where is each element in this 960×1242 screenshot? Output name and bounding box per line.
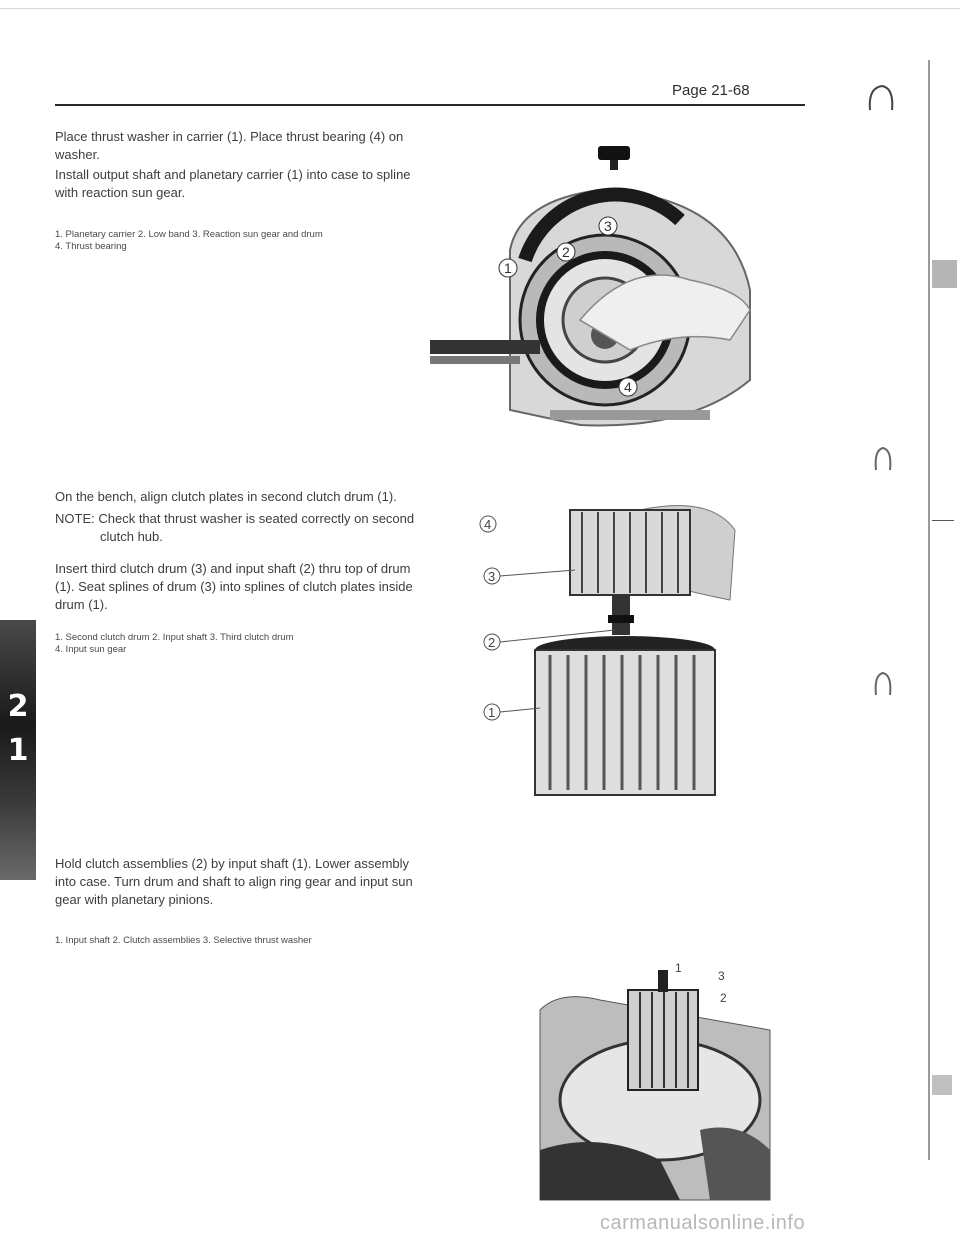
callout-label: 1 bbox=[675, 961, 682, 975]
scan-artifact bbox=[932, 1075, 952, 1095]
instruction-text: Insert third clutch drum (3) and input shaft (2) thru top of drum (1). Seat splines of drum (3) into splines of clutch plates inside drum (1). bbox=[55, 561, 413, 612]
instruction-text: Place thrust washer in carrier (1). Place thrust bearing (4) on washer. bbox=[55, 129, 404, 162]
planetary-carrier-photo bbox=[430, 140, 780, 440]
callout-label: 2 bbox=[562, 244, 570, 260]
figure-caption bbox=[55, 632, 435, 656]
instruction-text: Install output shaft and planetary carrier (1) into case to spline with reaction sun gear. bbox=[55, 167, 411, 200]
section-tab bbox=[0, 620, 36, 880]
scan-artifact bbox=[932, 260, 957, 288]
note-body: clutch hub. bbox=[100, 529, 163, 544]
figure-caption: 1. Input shaft 2. Clutch assemblies 3. Selective thrust washer bbox=[55, 935, 312, 946]
caption-line: 1. Second clutch drum 2. Input shaft 3. Third clutch drum bbox=[55, 632, 294, 643]
callout-label: 4 bbox=[624, 379, 632, 395]
section-tab-digit: 2 bbox=[7, 689, 29, 724]
binder-hole-icon bbox=[860, 80, 900, 120]
binder-hole-icon bbox=[868, 665, 898, 705]
caption-line: 4. Thrust bearing bbox=[55, 241, 127, 252]
caption-line: 4. Input sun gear bbox=[55, 644, 127, 655]
clutch-drum-photo bbox=[484, 490, 760, 800]
callout-label: 3 bbox=[488, 569, 496, 584]
scan-edge-line bbox=[0, 8, 960, 9]
header-rule bbox=[55, 104, 805, 106]
clutch-assembly-photo bbox=[540, 950, 780, 1200]
caption-line: 1. Planetary carrier 2. Low band 3. Reaction sun gear and drum bbox=[55, 229, 323, 240]
instruction-text: Hold clutch assemblies (2) by input shaft (1). Lower assembly into case. Turn drum and shaft to align ring gear and input sun gear with planetary pinions. bbox=[55, 856, 413, 907]
page-number: Page 21-68 bbox=[672, 82, 750, 99]
callout-label: 3 bbox=[718, 969, 725, 983]
section-tab-digit: 1 bbox=[7, 733, 29, 768]
instruction-text: On the bench, align clutch plates in second clutch drum (1). bbox=[55, 489, 397, 504]
scan-artifact bbox=[932, 520, 954, 521]
note-text bbox=[55, 510, 430, 546]
callout-label: 1 bbox=[504, 260, 512, 276]
binder-hole-icon bbox=[868, 440, 898, 480]
callout-label: 2 bbox=[488, 635, 496, 650]
callout-label: 3 bbox=[604, 218, 612, 234]
watermark: carmanualsonline.info bbox=[600, 1212, 806, 1234]
callout-label: 4 bbox=[484, 517, 492, 532]
binding-edge-line bbox=[928, 60, 930, 1160]
note-label: NOTE: bbox=[55, 511, 95, 526]
callout-label: 2 bbox=[720, 991, 727, 1005]
note-body: Check that thrust washer is seated correctly on second bbox=[98, 511, 415, 526]
figure-caption bbox=[55, 229, 435, 253]
callout-label: 1 bbox=[488, 705, 496, 720]
